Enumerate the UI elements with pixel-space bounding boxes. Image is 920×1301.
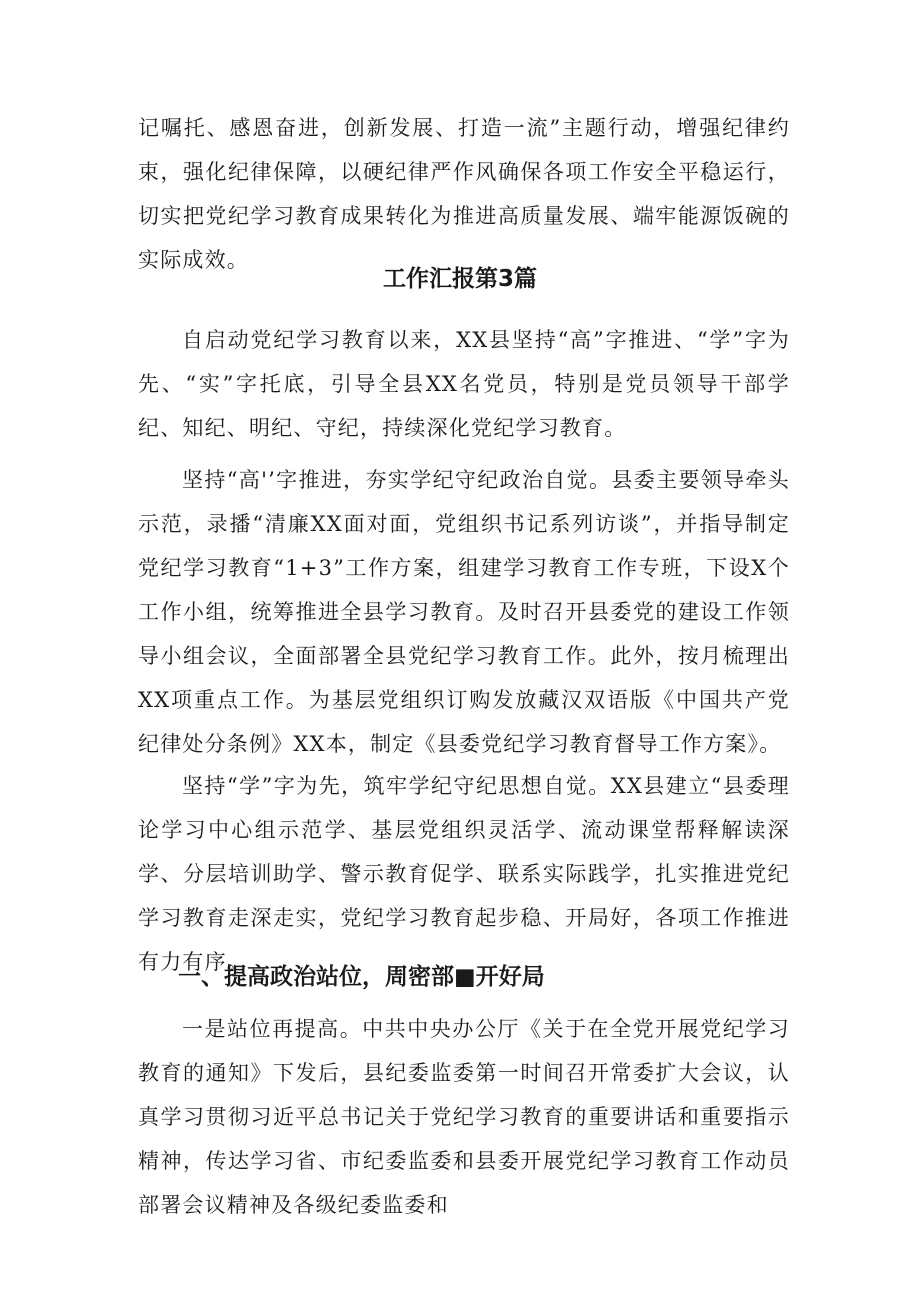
body-paragraph-1: 自启动党纪学习教育以来，XX县坚持“高”字推进、“学”字为先、“实”字托底，引导全县XX名党员，特别是党员领导干部学纪、知纪、明纪、守纪，持续深化党纪学习教育。 <box>138 328 790 440</box>
body-paragraph-2: 坚持“高'’字推进，夯实学纪守纪政治自觉。县委主要领导牵头示范，录播“清廉XX面对面，党组织书记系列访谈”，并指导制定党纪学习教育“1+3”工作方案，组建学习教育工作专班，下设X个工作小组，统筹推进全县学习教育。及时召开县委党的建设工作领导小组会议，全面部署全县党纪学习教育工作。此外，按月梳理出XX项重点工作。为基层党组织订购发放藏汉双语版《中国共产党纪律处分条例》XX本，制定《县委党纪学习教育督导工作方案》。 <box>138 468 790 756</box>
body-paragraph-3: 坚持“学”字为先，筑牢学纪守纪思想自觉。XX县建立“县委理论学习中心组示范学、基层党组织灵活学、流动课堂帮释解读深学、分层培训助学、警示教育促学、联系实际践学，扎实推进党纪学习教育走深走实，党纪学习教育起步稳、开局好，各项工作推进有力有序。 <box>138 774 790 974</box>
intro-continuation-paragraph: 记嘱托、感恩奋进，创新发展、打造一流”主题行动，增强纪律约束，强化纪律保障，以硬纪律严作风确保各项工作安全平稳运行，切实把党纪学习教育成果转化为推进高质量发展、端牢能源饭碗的实际成效。 <box>138 116 790 272</box>
final-paragraph: 一是站位再提高。中共中央办公厅《关于在全党开展党纪学习教育的通知》下发后，县纪委监委第一时间召开常委扩大会议，认真学习贯彻习近平总书记关于党纪学习教育的重要讲话和重要指示精神，传达学习省、市纪委监委和县委开展党纪学习教育工作动员部署会议精神及各级纪委监委和 <box>138 1017 790 1217</box>
section-title: 工作汇报第3篇 <box>382 266 537 292</box>
subheading: 一、提高政治站位，周密部■开好局 <box>178 964 545 990</box>
